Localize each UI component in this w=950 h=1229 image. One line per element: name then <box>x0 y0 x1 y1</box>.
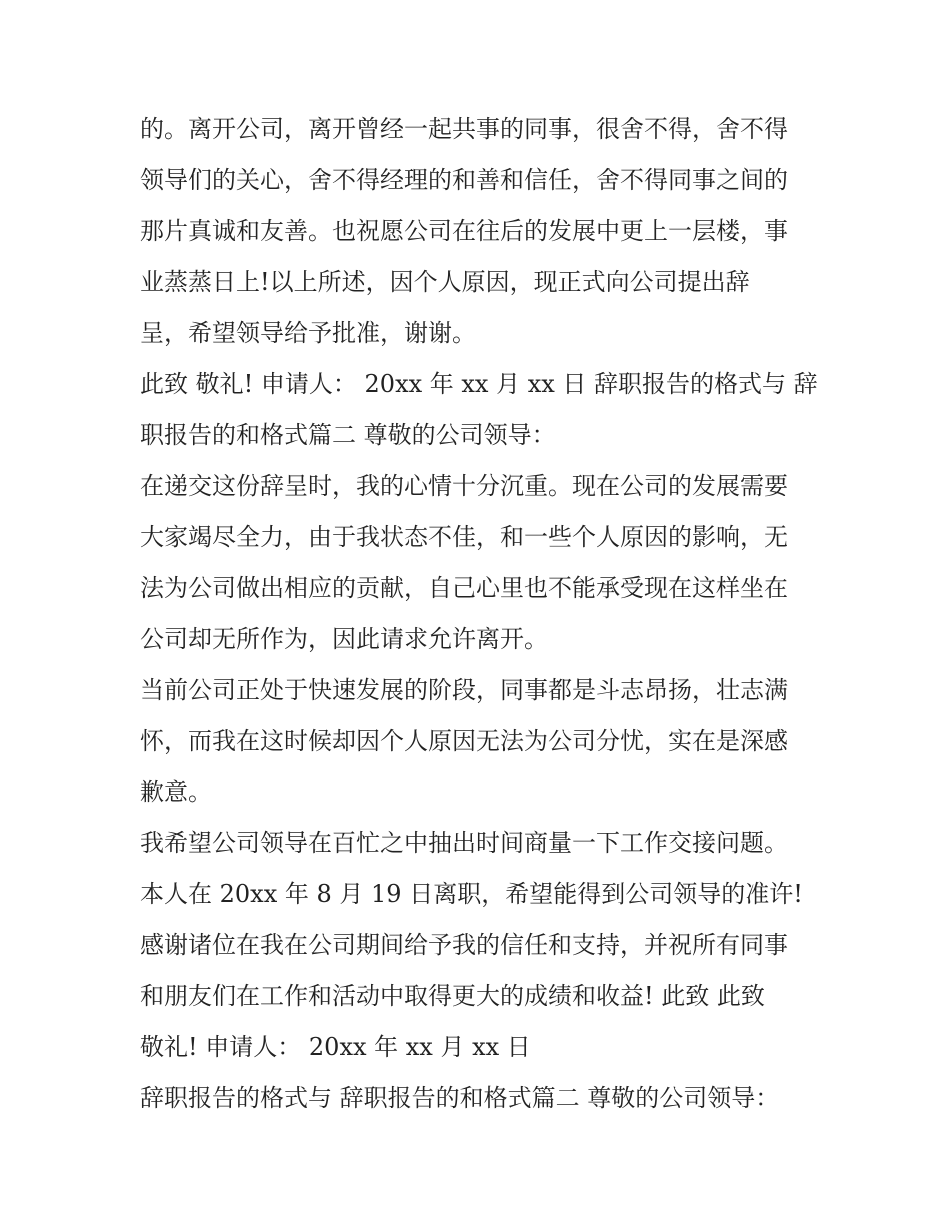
text-line: 的。离开公司，离开曾经一起共事的同事，很舍不得，舍不得 <box>140 115 788 143</box>
text-line: 本人在 20xx 年 8 月 19 日离职，希望能得到公司领导的准许! <box>140 880 803 908</box>
document-page <box>140 104 820 1124</box>
text-line: 呈，希望领导给予批准，谢谢。 <box>140 319 476 347</box>
text-line: 领导们的关心，舍不得经理的和善和信任，舍不得同事之间的 <box>140 166 788 194</box>
text-line: 业蒸蒸日上!以上所述，因个人原因，现正式向公司提出辞 <box>140 268 750 296</box>
text-line: 敬礼! 申请人： 20xx 年 xx 月 xx 日 <box>140 1033 531 1061</box>
text-line: 在递交这份辞呈时，我的心情十分沉重。现在公司的发展需要 <box>140 472 788 500</box>
text-line: 怀，而我在这时候却因个人原因无法为公司分忧，实在是深感 <box>140 727 788 755</box>
text-line: 那片真诚和友善。也祝愿公司在往后的发展中更上一层楼，事 <box>140 217 788 245</box>
text-line: 感谢诸位在我在公司期间给予我的信任和支持，并祝所有同事 <box>140 931 788 959</box>
text-line: 大家竭尽全力，由于我状态不佳，和一些个人原因的影响，无 <box>140 523 788 551</box>
text-line: 职报告的和格式篇二 尊敬的公司领导： <box>140 421 556 449</box>
text-line: 和朋友们在工作和活动中取得更大的成绩和收益! 此致 此致 <box>140 982 765 1010</box>
text-line: 我希望公司领导在百忙之中抽出时间商量一下工作交接问题。 <box>140 829 788 857</box>
text-line: 辞职报告的格式与 辞职报告的和格式篇二 尊敬的公司领导： <box>140 1084 780 1112</box>
text-line: 法为公司做出相应的贡献，自己心里也不能承受现在这样坐在 <box>140 574 788 602</box>
text-line: 当前公司正处于快速发展的阶段，同事都是斗志昂扬，壮志满 <box>140 676 788 704</box>
text-line: 此致 敬礼! 申请人： 20xx 年 xx 月 xx 日 辞职报告的格式与 辞 <box>140 370 818 398</box>
text-line: 公司却无所作为，因此请求允许离开。 <box>140 625 548 653</box>
text-line: 歉意。 <box>140 778 212 806</box>
